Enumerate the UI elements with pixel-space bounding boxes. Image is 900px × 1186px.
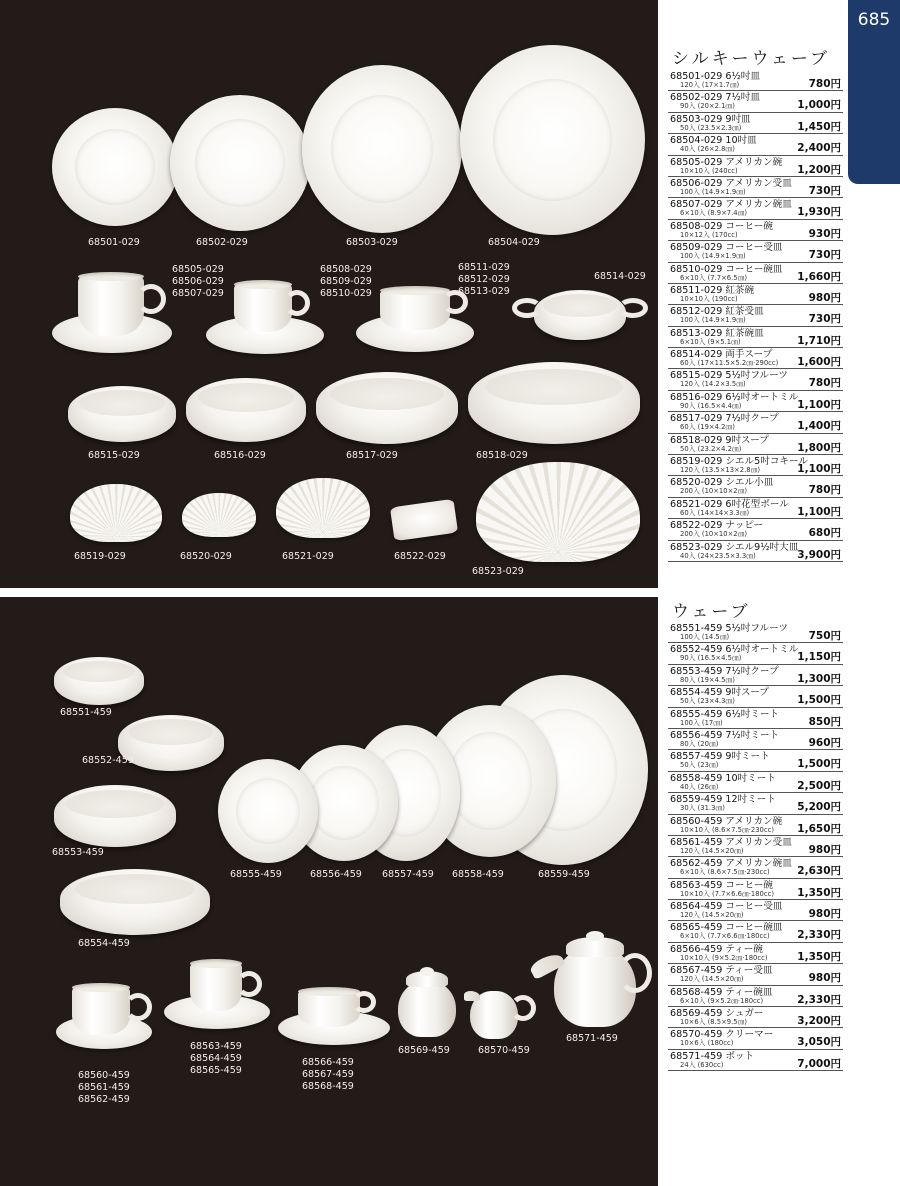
item-spec: 100入 (14.5㎝) xyxy=(680,633,730,641)
item-price: 2,330円 xyxy=(797,929,841,942)
item-price: 980円 xyxy=(808,972,841,985)
item-name: 68520-029 シエル小皿 xyxy=(670,477,774,489)
item-spec: 50入 (23×4.3㎝) xyxy=(680,697,735,706)
list-item xyxy=(668,369,843,390)
shell-68520 xyxy=(182,493,256,537)
item-price: 730円 xyxy=(808,249,841,262)
nappy-68522 xyxy=(390,499,458,542)
cup-handle xyxy=(136,284,166,314)
item-spec: 120入 (14.2×3.5㎝) xyxy=(680,380,746,389)
label-68517: 68517-029 xyxy=(346,450,398,461)
bowl-68552 xyxy=(118,715,224,771)
item-name: 68556-459 7½吋ミート xyxy=(670,729,780,741)
plate-68501 xyxy=(52,108,178,226)
item-price: 7,000円 xyxy=(797,1057,841,1070)
item-price: 780円 xyxy=(808,78,841,90)
cup-handle-left xyxy=(512,298,542,318)
sugar-knob xyxy=(420,967,434,976)
item-spec: 6×10入 (7.7×6.6㎝·180cc) xyxy=(680,932,770,941)
bowl-68517 xyxy=(316,372,458,444)
item-spec: 200入 (10×10×2㎝) xyxy=(680,530,748,539)
item-name: 68554-459 9吋スープ xyxy=(670,687,769,699)
item-name: 68559-459 12吋ミート xyxy=(670,794,776,806)
item-name: 68507-029 アメリカン碗皿 xyxy=(670,199,792,211)
item-spec: 100入 (14.9×1.9㎝) xyxy=(680,252,746,261)
item-name: 68563-459 コーヒー碗 xyxy=(670,879,773,891)
label-68553: 68553-459 xyxy=(52,847,104,858)
list-item xyxy=(668,241,843,262)
page-number: 685 xyxy=(857,10,891,30)
list-item xyxy=(668,643,843,664)
item-price: 980円 xyxy=(808,908,841,921)
cup-68563 xyxy=(190,963,242,1011)
item-spec: 120入 (17×1.7㎝) xyxy=(680,81,740,89)
item-name: 68522-029 ナッピー xyxy=(670,520,764,532)
label-68503: 68503-029 xyxy=(346,237,398,248)
cup-68566 xyxy=(298,991,360,1027)
label-cups-68566: 68566-459 68567-459 68568-459 xyxy=(302,1057,354,1092)
teapot-handle xyxy=(618,953,652,993)
label-68516: 68516-029 xyxy=(214,450,266,461)
item-price: 2,400円 xyxy=(797,142,841,155)
list-item xyxy=(668,772,843,793)
item-spec: 90入 (16.5×4.5㎝) xyxy=(680,654,742,663)
label-68504: 68504-029 xyxy=(488,237,540,248)
list-item xyxy=(668,986,843,1007)
item-price: 3,050円 xyxy=(797,1036,841,1049)
cup-handle-right xyxy=(618,298,648,318)
item-name: 68571-459 ポット xyxy=(670,1050,755,1062)
item-spec: 50入 (23.2×4.2㎝) xyxy=(680,444,742,453)
item-price: 3,900円 xyxy=(797,548,841,561)
item-name: 68501-029 6½吋皿 xyxy=(670,71,760,82)
sugar-bowl-68569 xyxy=(398,981,456,1037)
item-price: 1,350円 xyxy=(797,886,841,899)
item-name: 68512-029 紅茶受皿 xyxy=(670,306,764,318)
item-price: 1,500円 xyxy=(797,758,841,771)
item-price: 3,200円 xyxy=(797,1015,841,1028)
bowl-68551 xyxy=(54,657,144,705)
list-item xyxy=(668,686,843,707)
item-spec: 60入 (14×14×3.3㎝) xyxy=(680,508,750,517)
item-price: 680円 xyxy=(808,527,841,540)
list-item xyxy=(668,708,843,729)
list-item xyxy=(668,541,843,562)
item-spec: 40入 (24×23.5×3.3㎝) xyxy=(680,551,756,560)
label-cups-68511: 68511-029 68512-029 68513-029 xyxy=(458,262,510,297)
list-item xyxy=(668,900,843,921)
item-price: 5,200円 xyxy=(797,801,841,814)
bowl-68516 xyxy=(186,378,306,442)
item-price: 1,100円 xyxy=(797,463,841,476)
item-price: 750円 xyxy=(808,630,841,642)
item-price: 780円 xyxy=(808,377,841,390)
list-item xyxy=(668,665,843,686)
item-spec: 100入 (14.9×1.9㎝) xyxy=(680,316,746,325)
item-spec: 120入 (14.5×20㎝) xyxy=(680,975,744,984)
list-item xyxy=(668,70,843,91)
label-68556: 68556-459 xyxy=(310,869,362,880)
item-spec: 6×10入 (9×5.2㎝·180cc) xyxy=(680,996,764,1005)
item-price: 730円 xyxy=(808,313,841,326)
item-price: 980円 xyxy=(808,843,841,856)
cup-68508 xyxy=(234,284,292,332)
list-item xyxy=(668,498,843,519)
item-name: 68552-459 6½吋オートミル xyxy=(670,644,799,656)
list-item xyxy=(668,220,843,241)
item-spec: 10×12入 (170cc) xyxy=(680,230,738,239)
list-item xyxy=(668,964,843,985)
label-68570: 68570-459 xyxy=(478,1045,530,1056)
list-item xyxy=(668,1007,843,1028)
item-spec: 80入 (19×4.5㎝) xyxy=(680,675,735,684)
plate-68503 xyxy=(302,65,462,233)
item-name: 68508-029 コーヒー碗 xyxy=(670,220,773,232)
soup-cup-68514 xyxy=(534,290,626,340)
item-price: 960円 xyxy=(808,736,841,749)
cup-68511 xyxy=(380,290,450,330)
item-name: 68570-459 クリーマー xyxy=(670,1029,774,1041)
item-name: 68555-459 6½吋ミート xyxy=(670,708,780,720)
list-item xyxy=(668,793,843,814)
label-68515: 68515-029 xyxy=(88,450,140,461)
item-spec: 10×6入 (180cc) xyxy=(680,1039,734,1048)
item-spec: 40入 (26㎝) xyxy=(680,782,719,791)
list-item xyxy=(668,91,843,112)
section-title-silky-wave: シルキーウェーブ xyxy=(672,49,831,69)
item-name: 68558-459 10吋ミート xyxy=(670,772,776,784)
label-68571: 68571-459 xyxy=(566,1033,618,1044)
item-name: 68565-459 コーヒー碗皿 xyxy=(670,922,783,934)
item-name: 68562-459 アメリカン碗皿 xyxy=(670,858,792,870)
list-item xyxy=(668,263,843,284)
item-name: 68557-459 9吋ミート xyxy=(670,751,770,763)
label-68557: 68557-459 xyxy=(382,869,434,880)
item-price: 980円 xyxy=(808,291,841,304)
label-68502: 68502-029 xyxy=(196,237,248,248)
item-price: 1,150円 xyxy=(797,651,841,664)
item-spec: 50入 (23.5×2.3㎝) xyxy=(680,123,742,132)
list-item xyxy=(668,391,843,412)
item-name: 68513-029 紅茶碗皿 xyxy=(670,327,764,339)
item-price: 1,660円 xyxy=(797,270,841,283)
list-item xyxy=(668,750,843,771)
item-price: 1,300円 xyxy=(797,672,841,685)
item-price: 1,450円 xyxy=(797,120,841,133)
item-spec: 100入 (17㎝) xyxy=(680,718,723,727)
label-68501: 68501-029 xyxy=(88,237,140,248)
item-name: 68523-029 シエル9½吋大皿 xyxy=(670,541,799,553)
list-item xyxy=(668,622,843,643)
category-label-line2: (open stock) xyxy=(777,112,789,176)
teapot-knob xyxy=(586,931,604,941)
list-item xyxy=(668,348,843,369)
list-item xyxy=(668,134,843,155)
item-price: 1,100円 xyxy=(797,505,841,518)
category-label-line1: Western Tableware xyxy=(791,112,803,211)
list-item xyxy=(668,284,843,305)
item-name: 68503-029 9吋皿 xyxy=(670,113,751,125)
shell-68519 xyxy=(70,484,162,542)
photo-panel-silky-wave xyxy=(0,0,658,588)
list-item xyxy=(668,1028,843,1049)
label-68523: 68523-029 xyxy=(472,566,524,577)
item-price: 2,330円 xyxy=(797,993,841,1006)
item-name: 68518-029 9吋スープ xyxy=(670,434,769,446)
list-item xyxy=(668,729,843,750)
item-name: 68504-029 10吋皿 xyxy=(670,135,757,147)
list-item xyxy=(668,857,843,878)
price-list-silky-wave xyxy=(668,70,843,562)
label-cups-68563: 68563-459 68564-459 68565-459 xyxy=(190,1041,242,1076)
item-spec: 10×10入 (190cc) xyxy=(680,294,738,303)
item-spec: 200入 (10×10×2㎝) xyxy=(680,487,748,496)
label-68518: 68518-029 xyxy=(476,450,528,461)
item-name: 68511-029 紅茶碗 xyxy=(670,284,755,296)
shell-68523 xyxy=(476,462,640,562)
item-spec: 6×10入 (8.6×7.5㎝·230cc) xyxy=(680,868,770,877)
list-item xyxy=(668,305,843,326)
item-spec: 60入 (19×4.2㎝) xyxy=(680,423,735,432)
item-spec: 100入 (14.9×1.9㎝) xyxy=(680,187,746,196)
item-name: 68505-029 アメリカン碗 xyxy=(670,156,783,168)
photo-panel-wave xyxy=(0,597,658,1186)
item-price: 850円 xyxy=(808,715,841,728)
item-price: 2,630円 xyxy=(797,865,841,878)
bowl-68515 xyxy=(68,386,176,442)
item-spec: 24入 (630cc) xyxy=(680,1060,724,1069)
cup-handle xyxy=(124,993,152,1021)
label-68519: 68519-029 xyxy=(74,551,126,562)
label-68521: 68521-029 xyxy=(282,551,334,562)
item-name: 68516-029 6½吋オートミル xyxy=(670,391,799,403)
item-price: 1,710円 xyxy=(797,334,841,347)
item-price: 1,650円 xyxy=(797,822,841,835)
item-spec: 10×6入 (8.5×9.5㎝) xyxy=(680,1018,748,1027)
label-68569: 68569-459 xyxy=(398,1045,450,1056)
item-name: 68569-459 シュガー xyxy=(670,1008,764,1020)
price-list-wave xyxy=(668,622,843,1071)
item-name: 68560-459 アメリカン碗 xyxy=(670,815,783,827)
item-spec: 10×10入 (240cc) xyxy=(680,166,738,175)
item-price: 1,500円 xyxy=(797,694,841,707)
item-spec: 6×10入 (7.7×6.5㎝) xyxy=(680,273,748,282)
item-spec: 50入 (23㎝) xyxy=(680,761,719,770)
list-item xyxy=(668,434,843,455)
label-68551: 68551-459 xyxy=(60,707,112,718)
item-spec: 40入 (26×2.8㎝) xyxy=(680,145,735,154)
list-item xyxy=(668,412,843,433)
item-price: 1,100円 xyxy=(797,398,841,411)
cup-handle xyxy=(352,991,376,1013)
item-spec: 90入 (16.5×4.4㎝) xyxy=(680,401,742,410)
item-name: 68553-459 7½吋クープ xyxy=(670,665,779,677)
label-68522: 68522-029 xyxy=(394,551,446,562)
item-spec: 120入 (14.5×20㎝) xyxy=(680,911,744,920)
item-name: 68515-029 5½吋フルーツ xyxy=(670,370,788,382)
item-spec: 6×10入 (8.9×7.4㎝) xyxy=(680,209,748,218)
item-spec: 10×10入 (8.6×7.5㎝·230cc) xyxy=(680,825,774,834)
item-price: 1,350円 xyxy=(797,950,841,963)
cup-handle xyxy=(236,971,262,997)
plate-68502 xyxy=(170,95,310,231)
section-title-wave: ウェーブ xyxy=(672,602,751,622)
label-68552: 68552-459 xyxy=(82,755,134,766)
label-68558: 68558-459 xyxy=(452,869,504,880)
item-spec: 30入 (31.3㎝) xyxy=(680,804,725,813)
item-price: 1,400円 xyxy=(797,420,841,433)
item-spec: 60入 (17×11.5×5.2㎝·290cc) xyxy=(680,359,779,368)
item-name: 68564-459 コーヒー受皿 xyxy=(670,901,783,913)
plate-68504 xyxy=(460,45,645,235)
item-spec: 120入 (14.5×20㎝) xyxy=(680,846,744,855)
creamer-spout xyxy=(464,991,480,1001)
item-price: 780円 xyxy=(808,484,841,497)
item-name: 68502-029 7½吋皿 xyxy=(670,92,760,104)
list-item xyxy=(668,815,843,836)
item-spec: 80入 (20㎝) xyxy=(680,739,719,748)
item-name: 68551-459 5½吋フルーツ xyxy=(670,623,788,634)
bowl-68554 xyxy=(60,869,210,935)
label-68554: 68554-459 xyxy=(78,938,130,949)
label-68555: 68555-459 xyxy=(230,869,282,880)
list-item xyxy=(668,921,843,942)
item-price: 730円 xyxy=(808,184,841,197)
item-price: 2,500円 xyxy=(797,779,841,792)
item-spec: 120入 (13.5×13×2.8㎝) xyxy=(680,466,761,475)
item-name: 68510-029 コーヒー碗皿 xyxy=(670,263,783,275)
list-item xyxy=(668,156,843,177)
label-68514: 68514-029 xyxy=(594,271,646,282)
cup-68560 xyxy=(72,987,130,1035)
item-name: 68567-459 ティー受皿 xyxy=(670,965,773,977)
label-cups-68505: 68505-029 68506-029 68507-029 xyxy=(172,264,224,299)
list-item xyxy=(668,879,843,900)
label-cups-68560: 68560-459 68561-459 68562-459 xyxy=(78,1070,130,1105)
item-spec: 90入 (20×2.1㎝) xyxy=(680,102,735,111)
plate-68555 xyxy=(218,759,318,863)
item-name: 68521-029 6吋花型ボール xyxy=(670,498,789,510)
list-item xyxy=(668,177,843,198)
item-price: 1,000円 xyxy=(797,99,841,112)
item-price: 1,200円 xyxy=(797,163,841,176)
item-name: 68566-459 ティー碗 xyxy=(670,943,763,955)
item-name: 68561-459 アメリカン受皿 xyxy=(670,836,792,848)
item-name: 68517-029 7½吋クープ xyxy=(670,413,779,425)
list-item xyxy=(668,1050,843,1071)
item-spec: 6×10入 (9×5.1㎝) xyxy=(680,337,741,346)
bowl-68553 xyxy=(54,785,176,847)
list-item xyxy=(668,476,843,497)
item-price: 930円 xyxy=(808,227,841,240)
label-68520: 68520-029 xyxy=(180,551,232,562)
cup-68505 xyxy=(78,276,144,336)
label-cups-68508: 68508-029 68509-029 68510-029 xyxy=(320,264,372,299)
list-item xyxy=(668,198,843,219)
item-price: 1,600円 xyxy=(797,356,841,369)
bowl-68518 xyxy=(468,362,640,444)
item-name: 68509-029 コーヒー受皿 xyxy=(670,242,783,254)
item-name: 68506-029 アメリカン受皿 xyxy=(670,177,792,189)
item-name: 68514-029 両手スープ xyxy=(670,349,773,361)
item-spec: 10×10入 (9×5.2㎝·180cc) xyxy=(680,953,768,962)
item-price: 1,800円 xyxy=(797,441,841,454)
list-item xyxy=(668,113,843,134)
item-name: 68568-459 ティー碗皿 xyxy=(670,986,773,998)
list-item xyxy=(668,943,843,964)
list-item xyxy=(668,455,843,476)
flower-bowl-68521 xyxy=(276,478,370,538)
list-item xyxy=(668,327,843,348)
list-item xyxy=(668,836,843,857)
item-spec: 10×10入 (7.7×6.6㎝·180cc) xyxy=(680,889,774,898)
list-item xyxy=(668,519,843,540)
item-price: 1,930円 xyxy=(797,206,841,219)
cup-handle xyxy=(284,290,310,316)
item-name: 68519-029 シエル5吋コキール xyxy=(670,456,809,468)
label-68559: 68559-459 xyxy=(538,869,590,880)
cup-handle xyxy=(510,995,536,1021)
